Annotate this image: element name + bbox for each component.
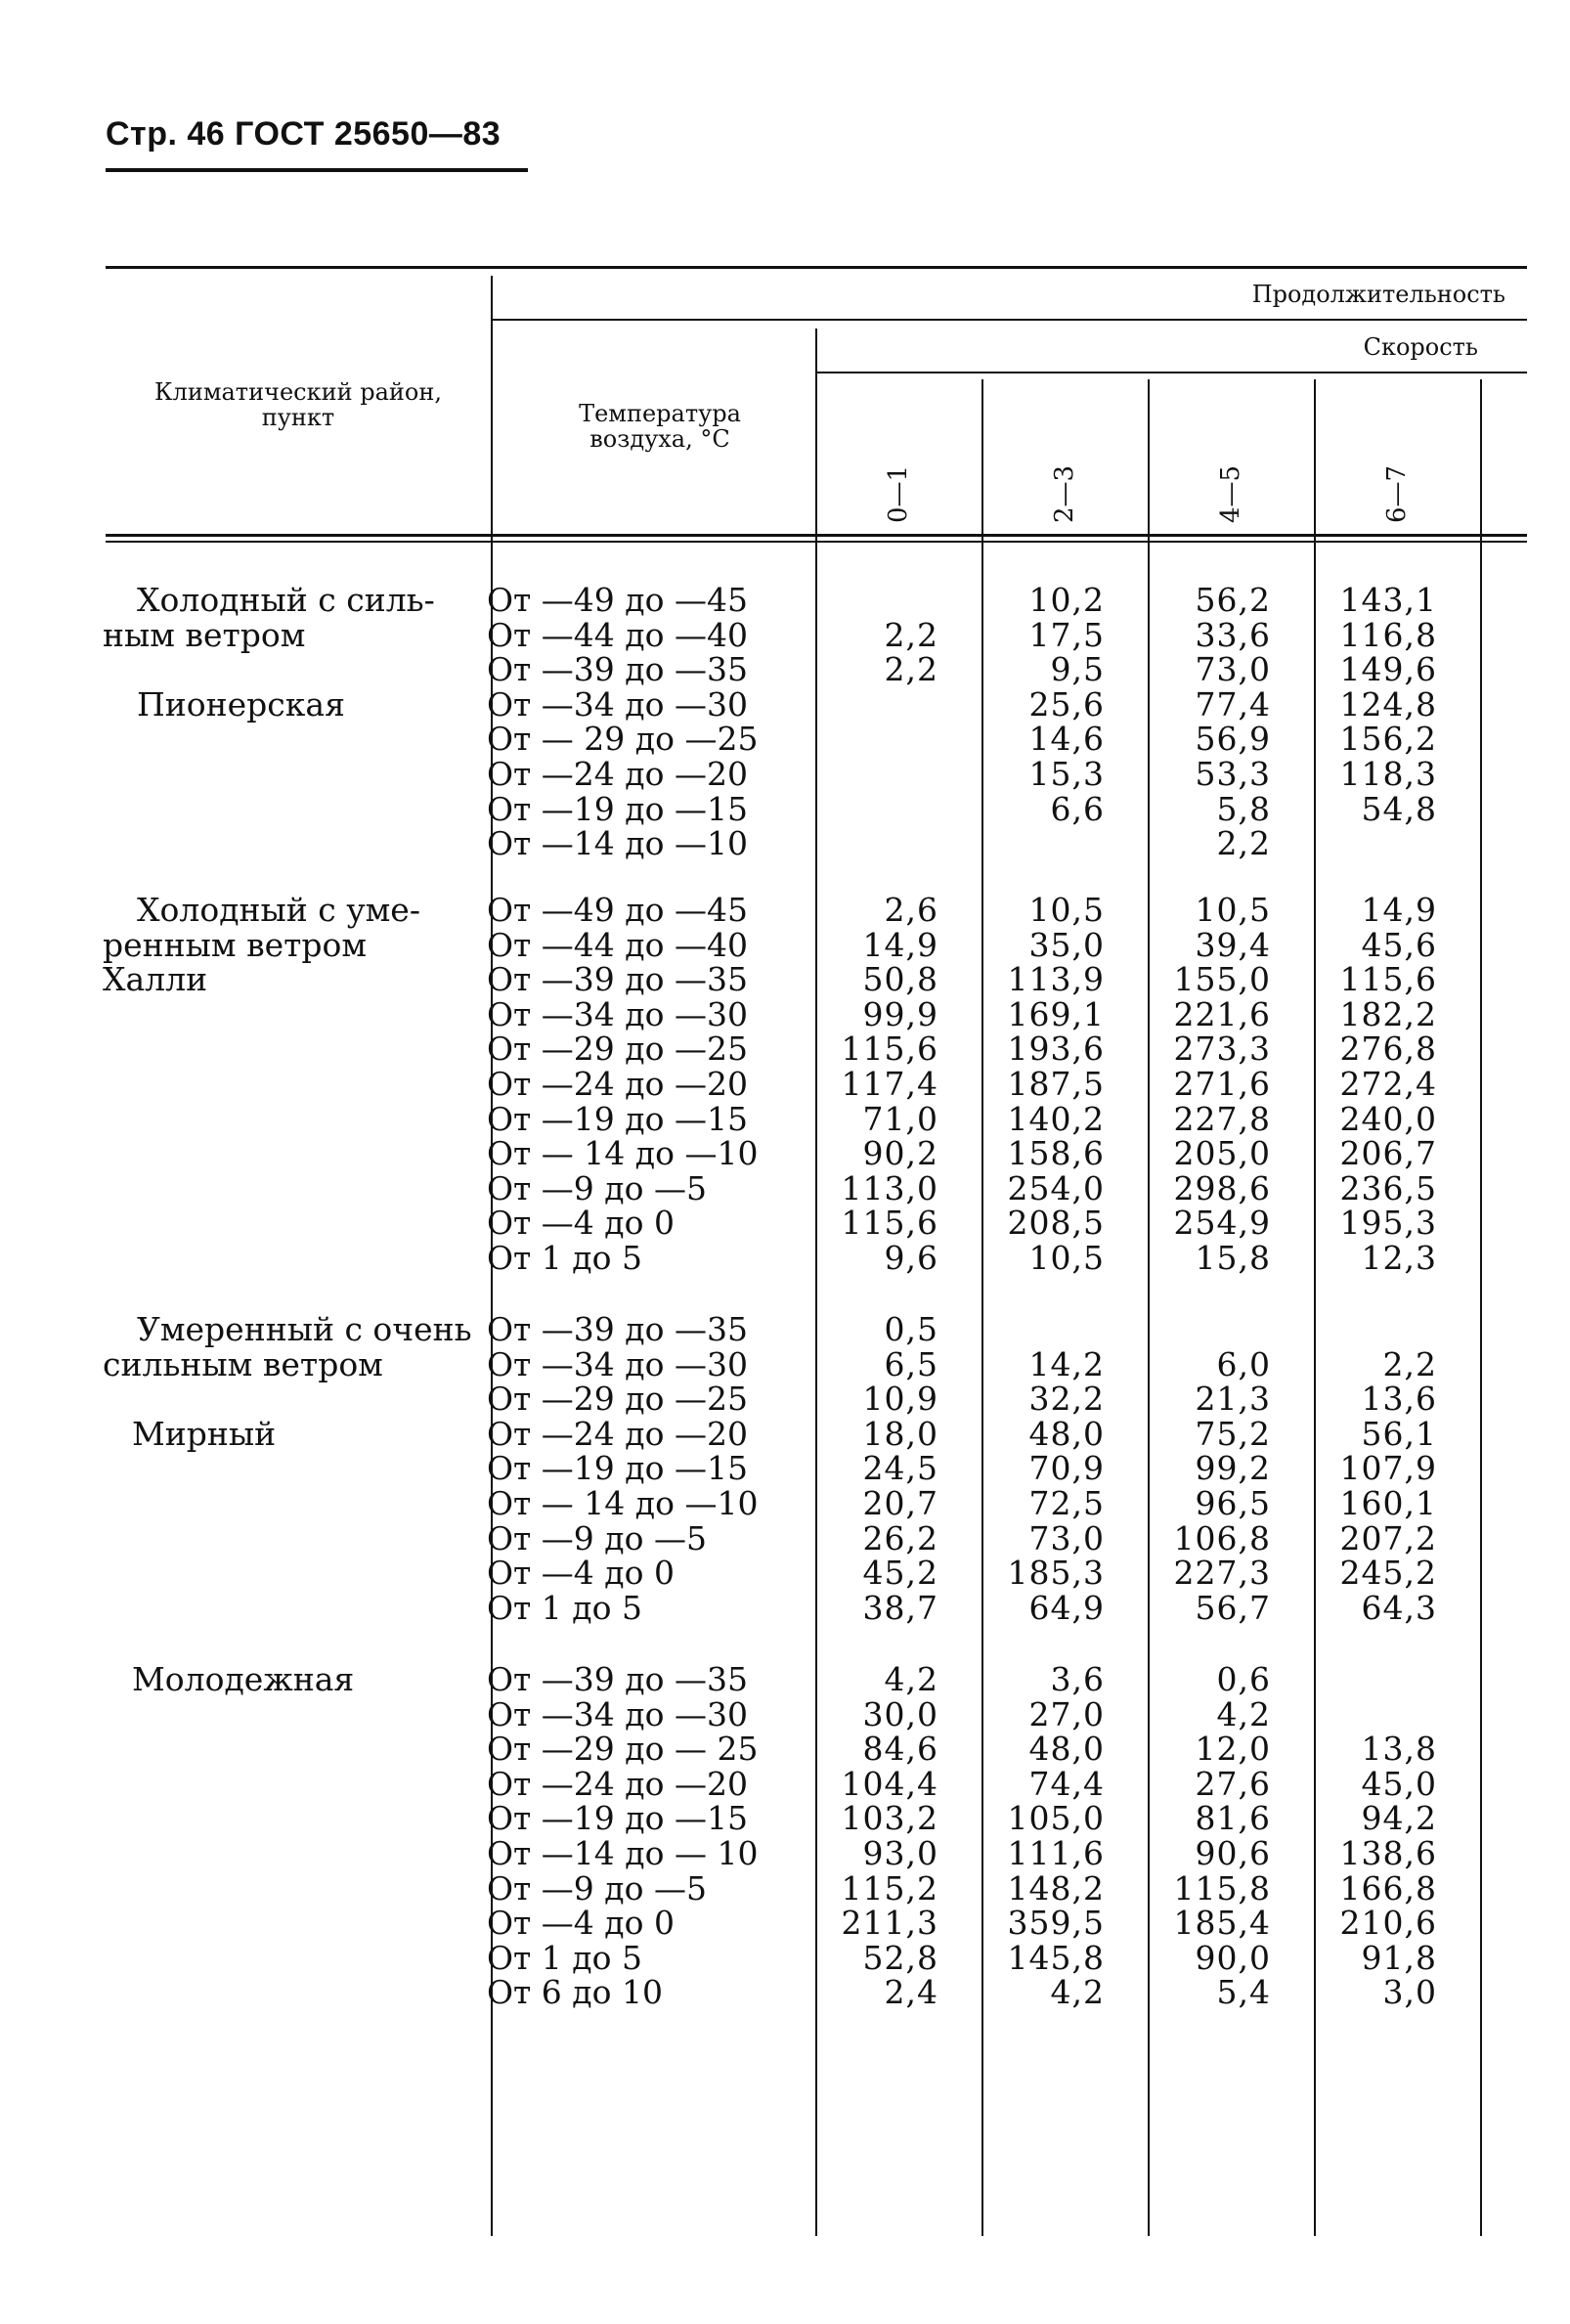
temperature-range-cell: От —9 до —5 <box>487 1868 707 1907</box>
value-cell: 155,0 <box>1173 960 1271 999</box>
temperature-range-cell: От —24 до —20 <box>487 1764 748 1803</box>
value-cell: 56,9 <box>1195 720 1271 759</box>
value-cell: 6,0 <box>1216 1344 1271 1383</box>
temperature-range-cell: От —9 до —5 <box>487 1168 707 1207</box>
value-cell: 113,9 <box>1007 960 1105 999</box>
temperature-range-cell: От — 29 до —25 <box>487 720 759 759</box>
value-cell: 10,5 <box>1028 891 1105 929</box>
value-cell: 90,0 <box>1195 1938 1271 1977</box>
value-cell: 81,6 <box>1195 1799 1271 1838</box>
value-cell: 4,2 <box>1050 1973 1105 2012</box>
value-cell: 245,2 <box>1339 1554 1437 1593</box>
value-cell: 115,6 <box>841 1204 938 1243</box>
temperature-range-cell: От 1 до 5 <box>487 1239 642 1277</box>
value-cell: 124,8 <box>1339 684 1437 724</box>
value-cell: 169,1 <box>1007 994 1105 1033</box>
value-cell: 359,5 <box>1007 1904 1105 1943</box>
value-cell: 9,5 <box>1050 650 1105 689</box>
header-rule <box>106 168 528 172</box>
header-duration: Продолжительность <box>1251 281 1505 308</box>
value-cell: 2,2 <box>1382 1344 1437 1383</box>
value-cell: 227,3 <box>1173 1554 1271 1593</box>
temperature-range-cell: От —24 до —20 <box>487 1414 748 1453</box>
temperature-range-cell: От —24 до —20 <box>487 755 748 793</box>
value-cell: 4,2 <box>884 1660 938 1698</box>
value-cell: 160,1 <box>1339 1484 1437 1522</box>
value-cell: 15,8 <box>1195 1239 1271 1277</box>
value-cell: 53,3 <box>1195 755 1271 793</box>
region-label-line: Холодный с силь- <box>137 581 435 619</box>
value-cell: 48,0 <box>1028 1414 1105 1453</box>
value-cell: 271,6 <box>1173 1065 1271 1103</box>
temperature-range-cell: От —9 до —5 <box>487 1518 707 1557</box>
value-cell: 33,6 <box>1195 615 1271 654</box>
value-cell: 13,6 <box>1361 1380 1437 1419</box>
value-cell: 3,6 <box>1050 1660 1105 1698</box>
value-cell: 70,9 <box>1028 1449 1105 1488</box>
value-cell: 9,6 <box>884 1239 938 1277</box>
value-cell: 210,6 <box>1339 1904 1437 1943</box>
value-cell: 5,4 <box>1216 1973 1271 2012</box>
temperature-range-cell: От —4 до 0 <box>487 1204 675 1243</box>
value-cell: 185,3 <box>1007 1554 1105 1593</box>
value-cell: 207,2 <box>1339 1518 1437 1557</box>
temperature-range-cell: От —49 до —45 <box>487 891 748 929</box>
value-cell: 13,8 <box>1361 1730 1437 1769</box>
value-cell: 118,3 <box>1339 755 1437 793</box>
temperature-range-cell: От 6 до 10 <box>487 1973 663 2012</box>
value-cell: 75,2 <box>1195 1414 1271 1453</box>
header-speed-bin-6-7: 6—7 <box>1382 464 1412 523</box>
temperature-range-cell: От —19 до —15 <box>487 1449 748 1488</box>
value-cell: 166,8 <box>1339 1868 1437 1907</box>
temperature-range-cell: От —39 до —35 <box>487 1310 748 1348</box>
value-cell: 0,5 <box>884 1310 938 1348</box>
value-cell: 221,6 <box>1173 994 1271 1033</box>
value-cell: 56,1 <box>1361 1414 1437 1453</box>
value-cell: 187,5 <box>1007 1065 1105 1103</box>
value-cell: 93,0 <box>862 1834 938 1872</box>
value-cell: 24,5 <box>862 1449 938 1488</box>
value-cell: 298,6 <box>1173 1168 1271 1207</box>
temperature-range-cell: От —29 до —25 <box>487 1380 748 1419</box>
temperature-range-cell: От — 14 до —10 <box>487 1484 759 1522</box>
value-cell: 145,8 <box>1007 1938 1105 1977</box>
value-cell: 27,6 <box>1195 1764 1271 1803</box>
region-label-line: Пионерская <box>137 684 345 724</box>
value-cell: 10,2 <box>1028 581 1105 619</box>
value-cell: 5,8 <box>1216 789 1271 828</box>
value-cell: 38,7 <box>862 1588 938 1627</box>
col-divider-right <box>1480 379 1482 2236</box>
value-cell: 115,8 <box>1173 1868 1271 1907</box>
value-cell: 211,3 <box>841 1904 938 1943</box>
value-cell: 90,2 <box>862 1134 938 1173</box>
value-cell: 10,5 <box>1195 891 1271 929</box>
value-cell: 14,6 <box>1028 720 1105 759</box>
temperature-range-cell: От —19 до —15 <box>487 1799 748 1838</box>
value-cell: 193,6 <box>1007 1030 1105 1069</box>
value-cell: 72,5 <box>1028 1484 1105 1522</box>
value-cell: 10,5 <box>1028 1239 1105 1277</box>
value-cell: 2,4 <box>884 1973 938 2012</box>
value-cell: 56,2 <box>1195 581 1271 619</box>
value-cell: 2,6 <box>884 891 938 929</box>
value-cell: 39,4 <box>1195 925 1271 964</box>
value-cell: 12,3 <box>1361 1239 1437 1277</box>
value-cell: 32,2 <box>1028 1380 1105 1419</box>
value-cell: 15,3 <box>1028 755 1105 793</box>
header-speed: Скорость <box>1363 333 1478 361</box>
value-cell: 77,4 <box>1195 684 1271 724</box>
value-cell: 2,2 <box>1216 824 1271 863</box>
value-cell: 26,2 <box>862 1518 938 1557</box>
value-cell: 52,8 <box>862 1938 938 1977</box>
temperature-range-cell: От —19 до —15 <box>487 789 748 828</box>
value-cell: 64,9 <box>1028 1588 1105 1627</box>
value-cell: 103,2 <box>841 1799 938 1838</box>
value-cell: 111,6 <box>1007 1834 1105 1872</box>
temperature-range-cell: От —44 до —40 <box>487 615 748 654</box>
value-cell: 148,2 <box>1007 1868 1105 1907</box>
value-cell: 50,8 <box>862 960 938 999</box>
region-label-line: ным ветром <box>103 615 306 654</box>
value-cell: 240,0 <box>1339 1099 1437 1138</box>
value-cell: 140,2 <box>1007 1099 1105 1138</box>
value-cell: 3,0 <box>1382 1973 1437 2012</box>
value-cell: 206,7 <box>1339 1134 1437 1173</box>
temperature-range-cell: От —4 до 0 <box>487 1554 675 1593</box>
duration-underline <box>492 319 1527 321</box>
value-cell: 2,2 <box>884 650 938 689</box>
page-header: Стр. 46 ГОСТ 25650—83 <box>106 115 502 153</box>
header-region: Климатический район, пункт <box>154 378 442 431</box>
region-label-line: Молодежная <box>132 1660 355 1698</box>
value-cell: 115,2 <box>841 1868 938 1907</box>
value-cell: 45,6 <box>1361 925 1437 964</box>
speed-underline <box>816 372 1527 373</box>
value-cell: 158,6 <box>1007 1134 1105 1173</box>
temperature-range-cell: От —29 до — 25 <box>487 1730 759 1769</box>
temperature-range-cell: От —39 до —35 <box>487 960 748 999</box>
value-cell: 73,0 <box>1195 650 1271 689</box>
header-speed-bin-4-5: 4—5 <box>1216 464 1245 523</box>
temperature-range-cell: От 1 до 5 <box>487 1938 642 1977</box>
temperature-range-cell: От —34 до —30 <box>487 1344 748 1383</box>
value-cell: 208,5 <box>1007 1204 1105 1243</box>
value-cell: 143,1 <box>1339 581 1437 619</box>
temperature-range-cell: От — 14 до —10 <box>487 1134 759 1173</box>
value-cell: 90,6 <box>1195 1834 1271 1872</box>
temperature-range-cell: От —34 до —30 <box>487 1694 748 1733</box>
value-cell: 115,6 <box>1339 960 1437 999</box>
region-label-line: сильным ветром <box>103 1344 383 1383</box>
value-cell: 106,8 <box>1173 1518 1271 1557</box>
value-cell: 56,7 <box>1195 1588 1271 1627</box>
value-cell: 236,5 <box>1339 1168 1437 1207</box>
value-cell: 12,0 <box>1195 1730 1271 1769</box>
value-cell: 91,8 <box>1361 1938 1437 1977</box>
header-speed-bin-0-1: 0—1 <box>884 464 913 523</box>
value-cell: 21,3 <box>1195 1380 1271 1419</box>
value-cell: 116,8 <box>1339 615 1437 654</box>
value-cell: 96,5 <box>1195 1484 1271 1522</box>
value-cell: 113,0 <box>841 1168 938 1207</box>
value-cell: 17,5 <box>1028 615 1105 654</box>
value-cell: 35,0 <box>1028 925 1105 964</box>
value-cell: 45,2 <box>862 1554 938 1593</box>
value-cell: 195,3 <box>1339 1204 1437 1243</box>
value-cell: 14,2 <box>1028 1344 1105 1383</box>
value-cell: 185,4 <box>1173 1904 1271 1943</box>
value-cell: 27,0 <box>1028 1694 1105 1733</box>
value-cell: 54,8 <box>1361 789 1437 828</box>
value-cell: 48,0 <box>1028 1730 1105 1769</box>
region-label-line: ренным ветром <box>103 925 368 964</box>
value-cell: 105,0 <box>1007 1799 1105 1838</box>
temperature-range-cell: От —39 до —35 <box>487 650 748 689</box>
temperature-range-cell: От —4 до 0 <box>487 1904 675 1943</box>
region-label-line: Умеренный с очень <box>137 1310 472 1348</box>
table-top-rule <box>106 266 1527 269</box>
value-cell: 6,5 <box>884 1344 938 1383</box>
region-label-line: Мирный <box>132 1414 277 1453</box>
value-cell: 182,2 <box>1339 994 1437 1033</box>
temperature-range-cell: От —44 до —40 <box>487 925 748 964</box>
value-cell: 138,6 <box>1339 1834 1437 1872</box>
value-cell: 99,9 <box>862 994 938 1033</box>
temperature-range-cell: От —49 до —45 <box>487 581 748 619</box>
region-label-line: Халли <box>103 960 208 999</box>
header-speed-bin-2-3: 2—3 <box>1050 464 1079 523</box>
value-cell: 64,3 <box>1361 1588 1437 1627</box>
value-cell: 0,6 <box>1216 1660 1271 1698</box>
value-cell: 20,7 <box>862 1484 938 1522</box>
temperature-range-cell: От —34 до —30 <box>487 994 748 1033</box>
temperature-range-cell: От —14 до — 10 <box>487 1834 759 1872</box>
header-temperature: Температура воздуха, °C <box>579 400 741 453</box>
value-cell: 10,9 <box>862 1380 938 1419</box>
value-cell: 227,8 <box>1173 1099 1271 1138</box>
value-cell: 272,4 <box>1339 1065 1437 1103</box>
value-cell: 18,0 <box>862 1414 938 1453</box>
value-cell: 94,2 <box>1361 1799 1437 1838</box>
value-cell: 107,9 <box>1339 1449 1437 1488</box>
temperature-range-cell: От —14 до —10 <box>487 824 748 863</box>
value-cell: 14,9 <box>1361 891 1437 929</box>
value-cell: 104,4 <box>841 1764 938 1803</box>
region-label-line: Холодный с уме- <box>137 891 420 929</box>
value-cell: 149,6 <box>1339 650 1437 689</box>
value-cell: 14,9 <box>862 925 938 964</box>
value-cell: 45,0 <box>1361 1764 1437 1803</box>
value-cell: 254,0 <box>1007 1168 1105 1207</box>
temperature-range-cell: От —29 до —25 <box>487 1030 748 1069</box>
temperature-range-cell: От —19 до —15 <box>487 1099 748 1138</box>
value-cell: 273,3 <box>1173 1030 1271 1069</box>
value-cell: 276,8 <box>1339 1030 1437 1069</box>
temperature-range-cell: От 1 до 5 <box>487 1588 642 1627</box>
value-cell: 156,2 <box>1339 720 1437 759</box>
value-cell: 73,0 <box>1028 1518 1105 1557</box>
temperature-range-cell: От —34 до —30 <box>487 684 748 724</box>
temperature-range-cell: От —24 до —20 <box>487 1065 748 1103</box>
value-cell: 115,6 <box>841 1030 938 1069</box>
value-cell: 254,9 <box>1173 1204 1271 1243</box>
value-cell: 4,2 <box>1216 1694 1271 1733</box>
value-cell: 6,6 <box>1050 789 1105 828</box>
value-cell: 99,2 <box>1195 1449 1271 1488</box>
value-cell: 117,4 <box>841 1065 938 1103</box>
temperature-range-cell: От —39 до —35 <box>487 1660 748 1698</box>
value-cell: 74,4 <box>1028 1764 1105 1803</box>
value-cell: 205,0 <box>1173 1134 1271 1173</box>
value-cell: 25,6 <box>1028 684 1105 724</box>
value-cell: 30,0 <box>862 1694 938 1733</box>
value-cell: 2,2 <box>884 615 938 654</box>
value-cell: 84,6 <box>862 1730 938 1769</box>
value-cell: 71,0 <box>862 1099 938 1138</box>
